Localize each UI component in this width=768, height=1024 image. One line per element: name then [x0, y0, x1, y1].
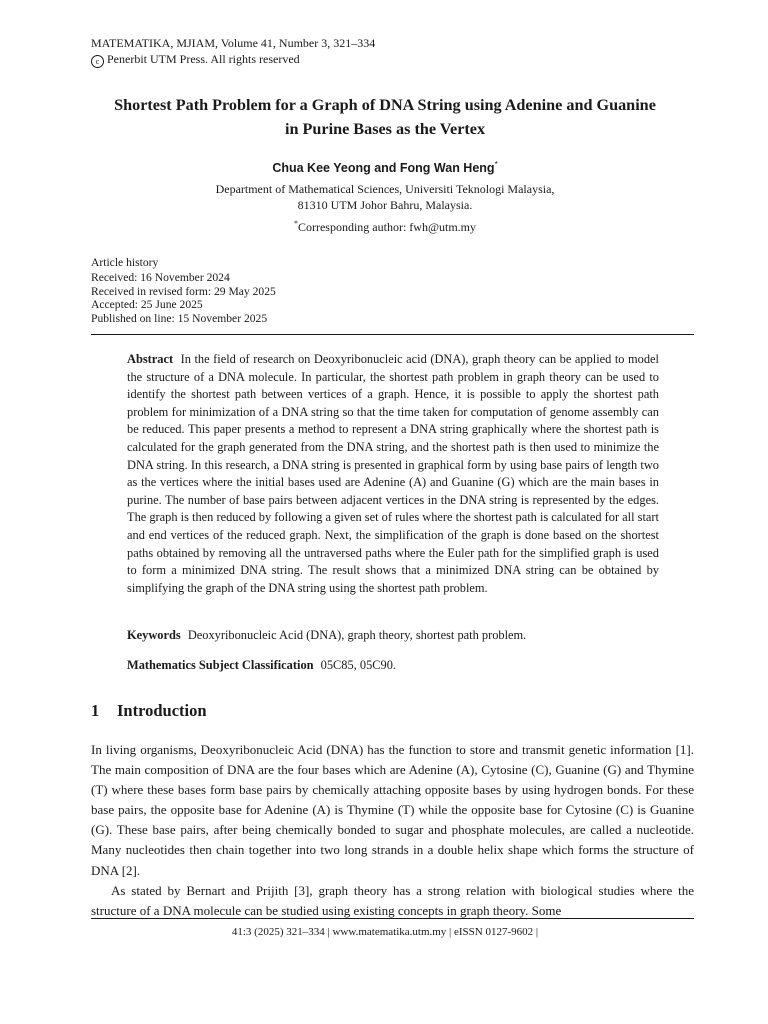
abstract — [127, 351, 659, 597]
affiliation-line-2: 81310 UTM Johor Bahru, Malaysia. — [297, 197, 473, 212]
journal-line: MATEMATIKA, MJIAM, Volume 41, Number 3, 321–334 — [91, 36, 376, 50]
paper-title-line-1: Shortest Path Problem for a Graph of DNA String using Adenine and Guanine — [114, 96, 656, 114]
journal-header — [91, 35, 375, 68]
history-published: Published on line: 15 November 2025 — [91, 311, 268, 325]
author-names-text: Chua Kee Yeong and Fong Wan Heng — [272, 161, 495, 176]
corresponding-author — [80, 216, 690, 236]
history-accepted: Accepted: 25 June 2025 — [91, 298, 203, 312]
affiliation-line-1: Department of Mathematical Sciences, Universiti Teknologi Malaysia, — [215, 182, 555, 196]
affiliation-block — [80, 182, 690, 236]
msc-text: 05C85, 05C90. — [320, 658, 397, 672]
footer-divider — [91, 918, 694, 919]
paper-title — [80, 93, 690, 141]
article-history — [91, 256, 276, 325]
history-received: Received: 16 November 2024 — [91, 271, 230, 285]
abstract-label: Abstract — [127, 352, 174, 366]
history-revised: Received in revised form: 29 May 2025 — [91, 284, 276, 298]
paper-title-line-2: in Purine Bases as the Vertex — [284, 120, 486, 138]
msc-label: Mathematics Subject Classification — [127, 658, 314, 672]
intro-paragraph-1: In living organisms, Deoxyribonucleic Acid (DNA) has the function to store and transmit genetic information [1]. The main composition of DNA are the four bases which are Adenine (A), Cytosine (C), Guanine (G) and Thymine (T) where these bases form base pairs by chemically attaching opposite bases by using hydrogen bonds. For these base pairs, the opposite base for Adenine (A) is Thymine (T) while the opposite base for Cytosine (C) is Guanine (G). These base pairs, after being chemically bonded to sugar and phosphate molecules, are called a nucleotide. Many nucleotides then chain together into two long strands in a double helix shape which forms the structure of DNA [2]. — [91, 742, 694, 878]
corresponding-marker: * — [494, 160, 498, 169]
keywords — [127, 627, 659, 644]
corresponding-author-marker: * — [293, 219, 298, 228]
header-divider — [91, 334, 694, 335]
keywords-label: Keywords — [127, 628, 181, 642]
corresponding-author-text: Corresponding author: fwh@utm.my — [297, 220, 477, 234]
page-footer: 41:3 (2025) 321–334 | www.matematika.utm.my | eISSN 0127-9602 | — [231, 926, 539, 938]
introduction-body — [91, 740, 694, 921]
keywords-text: Deoxyribonucleic Acid (DNA), graph theory, shortest path problem. — [187, 628, 527, 642]
history-heading: Article history — [91, 256, 159, 269]
copyright-line — [91, 51, 375, 68]
intro-paragraph-2: As stated by Bernart and Prijith [3], graph theory has a strong relation with biological studies where the structure of a DNA molecule can be studied using existing concepts in graph theory. Some — [91, 882, 694, 918]
section-number: 1 — [91, 701, 100, 720]
copyright-icon: c — [91, 55, 104, 68]
author-names — [80, 160, 690, 175]
copyright-text: Penerbit UTM Press. All rights reserved — [107, 52, 300, 66]
subject-classification — [127, 657, 659, 674]
section-heading — [91, 701, 207, 721]
abstract-text: In the field of research on Deoxyribonucleic acid (DNA), graph theory can be applied to model the structure of a DNA molecule. In particular, the shortest path problem in graph theory can be used to identify the shortest path between vertices of a graph. Hence, it is possible to apply the shortest path problem for minimization of a DNA string so that the time taken for computation of genome assembly can be reduced. This paper presents a method to represent a DNA string graphically where the shortest path is calculated for the graph generated from the DNA string, and the shortest path is then used to minimize the DNA string. In this research, a DNA string is presented in graphical form by using base pairs of length two as the vertices where the initial bases used are Adenine (A) and Guanine (G) which are the main bases in purine. The number of base pairs between adjacent vertices in the DNA string is represented by the edges. The graph is then reduced by following a given set of rules where the shortest path is calculated for all start and end vertices of the reduced graph. Next, the simplification of the graph is done based on the shortest paths obtained by removing all the untraversed paths where the Euler path for the simplified graph is used to form a minimized DNA string. The result shows that a minimized DNA string can be obtained by simplifying the graph of the DNA string using the shortest path problem. — [127, 352, 659, 595]
section-title: Introduction — [117, 701, 207, 720]
